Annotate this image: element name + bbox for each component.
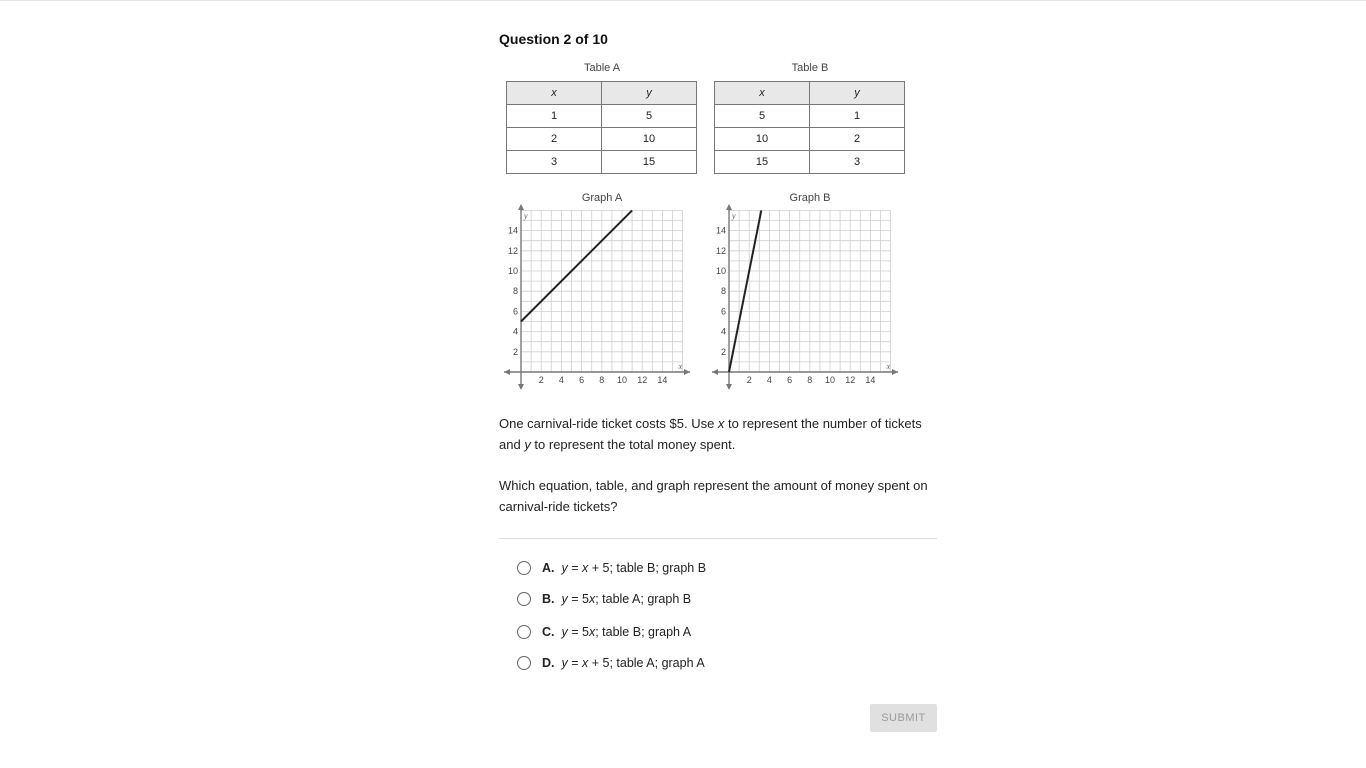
submit-button[interactable]: SUBMIT [870, 704, 937, 732]
y-tick-label: 10 [507, 266, 518, 276]
table-a-header-y: y [602, 82, 697, 105]
x-tick-label: 4 [558, 375, 564, 385]
y-tick-label: 8 [512, 286, 518, 297]
table-row [507, 151, 697, 174]
x-tick-label: 8 [599, 375, 605, 385]
choice-eq: + 5 [588, 561, 610, 575]
choice-letter: A. [542, 561, 555, 575]
x-tick-label: 6 [579, 375, 585, 385]
graph-a-title: Graph A [581, 192, 623, 204]
y-tick-label: 6 [512, 306, 518, 317]
y-axis-arrow [518, 384, 524, 390]
table-cell: 1 [810, 105, 905, 128]
y-axis-label: y [732, 211, 736, 221]
choice-var: y [561, 561, 568, 575]
y-axis-arrow [726, 384, 732, 390]
y-tick-label: 12 [507, 245, 518, 256]
table-a [506, 81, 697, 174]
choice-eq: = 5 [567, 592, 589, 606]
x-tick-label: 12 [637, 375, 648, 385]
table-b-header-x: x [715, 82, 810, 105]
choice-eq: + 5 [588, 656, 610, 670]
table-cell: 3 [507, 151, 602, 174]
prompt-paragraph-2: Which equation, table, and graph represent the amount of money spent on carnival-ride tickets? [499, 478, 928, 514]
y-tick-label: 2 [720, 346, 726, 357]
y-tick-label: 12 [715, 245, 726, 256]
x-axis-arrow [504, 369, 510, 375]
table-a-header-x: x [507, 82, 602, 105]
y-tick-label: 8 [720, 286, 726, 297]
choice-eq: = 5 [567, 625, 589, 639]
table-row [715, 151, 905, 174]
radio-button[interactable] [517, 625, 531, 639]
x-tick-label: 2 [538, 375, 544, 385]
x-tick-label: 14 [865, 375, 876, 385]
variable-x: x [717, 416, 725, 431]
graph-a [500, 200, 695, 395]
choice-text: ; table A; graph A [609, 656, 705, 670]
x-tick-label: 6 [787, 375, 793, 385]
table-cell: 2 [507, 128, 602, 151]
table-cell: 5 [715, 105, 810, 128]
table-b [714, 81, 905, 174]
choice-var: y [561, 625, 568, 639]
variable-y: y [524, 437, 531, 452]
choice-c[interactable] [517, 622, 691, 642]
x-tick-label: 8 [807, 375, 813, 385]
x-tick-label: 10 [824, 375, 836, 385]
table-b-caption: Table B [791, 62, 829, 74]
prompt-text: One carnival-ride ticket costs $5. Use [499, 416, 718, 431]
x-axis-arrow [892, 369, 898, 375]
choice-text: ; table A; graph B [595, 592, 692, 606]
y-axis-label: y [524, 211, 528, 221]
radio-button[interactable] [517, 561, 531, 575]
x-tick-label: 10 [616, 375, 628, 385]
choice-letter: D. [542, 656, 555, 670]
x-tick-label: 2 [746, 375, 752, 385]
choice-text: ; table B; graph B [609, 561, 707, 575]
choice-letter: B. [542, 592, 555, 606]
choice-b[interactable] [517, 589, 691, 609]
table-cell: 10 [715, 128, 810, 151]
x-tick-label: 14 [657, 375, 668, 385]
y-tick-label: 4 [720, 326, 726, 337]
table-cell: 2 [810, 128, 905, 151]
y-axis-arrow [726, 204, 732, 210]
table-b-header-y: y [810, 82, 905, 105]
top-divider [0, 0, 1366, 1]
x-axis-label: x [678, 362, 683, 371]
table-cell: 1 [507, 105, 602, 128]
prompt-text: to represent the total money spent. [530, 437, 736, 452]
choice-var: y [561, 592, 568, 606]
graph-b [708, 200, 903, 395]
divider [499, 538, 937, 539]
x-tick-label: 4 [766, 375, 772, 385]
radio-button[interactable] [517, 592, 531, 606]
prompt-text: to represent the number of tickets and [499, 416, 922, 452]
x-tick-label: 12 [845, 375, 856, 385]
y-tick-label: 6 [720, 306, 726, 317]
y-tick-label: 14 [507, 225, 518, 236]
table-cell: 10 [602, 128, 697, 151]
y-tick-label: 10 [715, 266, 726, 276]
table-a-caption: Table A [583, 62, 621, 74]
choice-eq: = [567, 656, 582, 670]
y-tick-label: 4 [512, 326, 518, 337]
table-cell: 15 [602, 151, 697, 174]
series-line [521, 210, 632, 321]
graph-b-title: Graph B [789, 192, 831, 204]
y-tick-label: 2 [512, 346, 518, 357]
question-header: Question 2 of 10 [499, 31, 608, 47]
x-axis-arrow [684, 369, 690, 375]
choice-eq: = [567, 561, 582, 575]
y-axis-arrow [518, 204, 524, 210]
table-cell: 3 [810, 151, 905, 174]
choice-var: y [561, 656, 568, 670]
choice-var: x [582, 561, 589, 575]
table-row [715, 105, 905, 128]
table-cell: 5 [602, 105, 697, 128]
choice-var: x [588, 592, 596, 606]
choice-var: x [588, 625, 596, 639]
choice-d[interactable] [517, 653, 705, 673]
x-axis-arrow [712, 369, 718, 375]
table-row [507, 105, 697, 128]
y-tick-label: 14 [715, 225, 726, 236]
table-row [507, 128, 697, 151]
prompt-paragraph-1 [499, 413, 939, 455]
choice-letter: C. [542, 625, 555, 639]
choice-text: ; table B; graph A [595, 625, 692, 639]
table-cell: 15 [715, 151, 810, 174]
choice-a[interactable] [517, 558, 706, 578]
radio-button[interactable] [517, 656, 531, 670]
choice-var: x [582, 656, 589, 670]
table-row [715, 128, 905, 151]
x-axis-label: x [886, 362, 891, 371]
